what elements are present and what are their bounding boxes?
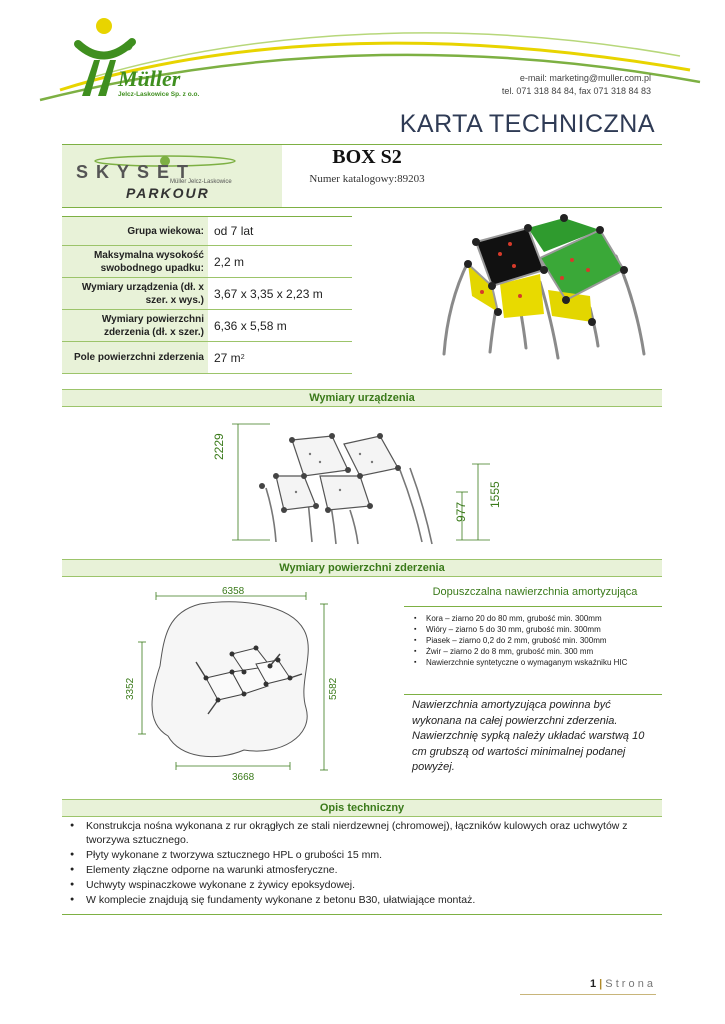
section-header-dimensions: Wymiary urządzenia [62, 389, 662, 407]
contact-email: e-mail: marketing@muller.com.pl [519, 73, 651, 83]
product-logo-box [62, 145, 282, 207]
parkour-text: PARKOUR [126, 185, 210, 201]
list-item: ● W komplecie znajdują się fundamenty wykonane z betonu B30, ułatwiające montaż. [62, 893, 662, 907]
list-item: ▪ Wióry – ziarno 5 do 30 mm, grubość min. 300mm [404, 624, 662, 635]
area-value: 27 m [214, 350, 241, 365]
impact-dim-right: 5582 [328, 677, 339, 700]
dimension-drawing [200, 410, 510, 545]
area-unit-sup: 2 [240, 354, 245, 361]
list-item: ● Płyty wykonane z tworzywa sztucznego HPL o grubości 15 mm. [62, 848, 662, 862]
spec-value: 6,36 x 5,58 m [214, 318, 287, 333]
dim-height-low: 977 [454, 501, 468, 522]
spec-label: Wymiary powierzchni zderzenia (dł. x szer.) [62, 310, 208, 341]
spec-value: 2,2 m [214, 254, 245, 269]
surface-list-box [404, 613, 662, 668]
dim-height-total: 2229 [212, 433, 226, 460]
description-list [62, 819, 662, 907]
impact-dim-top: 6358 [222, 586, 245, 597]
dim-height-mid: 1555 [488, 481, 502, 508]
page-word: S t r o n a [605, 978, 653, 990]
spec-value [214, 342, 245, 373]
page-number: 1 [589, 978, 597, 990]
list-item: ▪ Kora – ziarno 20 do 80 mm, grubość min. 300mm [404, 613, 662, 624]
divider-bottom [62, 914, 662, 915]
spec-row [62, 278, 352, 310]
surface-divider-mid [404, 694, 662, 695]
brand-name: Müller [118, 66, 181, 91]
list-item: ● Elementy złączne odporne na warunki atmosferyczne. [62, 863, 662, 877]
footer-rule [520, 994, 656, 995]
description-box [62, 819, 662, 908]
spec-label: Maksymalna wysokość swobodnego upadku: [62, 246, 208, 277]
spec-row [62, 246, 352, 278]
product-name: BOX S2 [332, 146, 402, 168]
spec-value: 3,67 x 3,35 x 2,23 m [214, 286, 323, 301]
contact-phone: tel. 071 318 84 84, fax 071 318 84 83 [501, 86, 651, 96]
svg-text:R: R [126, 44, 130, 50]
spec-value: od 7 lat [214, 224, 254, 238]
product-photo [440, 212, 652, 362]
spec-row [62, 342, 352, 374]
list-item: ▪ Nawierzchnie syntetyczne o wymaganym wskaźniku HIC [404, 657, 662, 668]
catalog-number: Numer katalogowy:89203 [309, 173, 425, 185]
section-header-impact: Wymiary powierzchni zderzenia [62, 559, 662, 577]
impact-dim-left: 3352 [125, 677, 136, 700]
surface-note: Nawierzchnia amortyzująca powinna być wykonana na całej powierzchni zderzenia. Nawierzchnię sypką należy układać warstwą 10 cm grubszą od wartości minimalnej podanej powyżej. [412, 699, 645, 773]
spec-label: Grupa wiekowa: [62, 217, 208, 245]
spec-label: Pole powierzchni zderzenia [62, 342, 208, 373]
skyset-text: SKYSET [76, 162, 197, 182]
impact-dim-bottom: 3668 [232, 772, 255, 783]
doc-title: KARTA TECHNICZNA [399, 110, 655, 138]
list-item: ▪ Żwir – ziarno 2 do 8 mm, grubość min. 300 mm [404, 646, 662, 657]
skyset-subtext: Müller Jelcz-Laskowice [170, 179, 232, 185]
surface-divider-top [404, 606, 662, 607]
surface-title: Dopuszczalna nawierzchnia amortyzująca [432, 586, 638, 598]
section-header-description: Opis techniczny [62, 799, 662, 817]
page-footer [590, 978, 653, 990]
surface-list [404, 613, 662, 668]
spec-label: Wymiary urządzenia (dł. x szer. x wys.) [62, 278, 208, 309]
spec-row [62, 310, 352, 342]
list-item: ● Konstrukcja nośna wykonana z rur okrągłych ze stali nierdzewnej (chromowej), łączników kulowych oraz uchwytów z tworzywa sztucznego. [62, 819, 662, 847]
list-item: ▪ Piasek – ziarno 0,2 do 2 mm, grubość min. 300mm [404, 635, 662, 646]
page-separator: | [599, 978, 603, 990]
impact-area-drawing [120, 590, 345, 790]
spec-row [62, 217, 352, 246]
list-item: ● Uchwyty wspinaczkowe wykonane z żywicy epoksydowej. [62, 878, 662, 892]
divider-product [62, 207, 662, 208]
company-name: Jelcz-Laskowice Sp. z o.o. [118, 91, 200, 98]
